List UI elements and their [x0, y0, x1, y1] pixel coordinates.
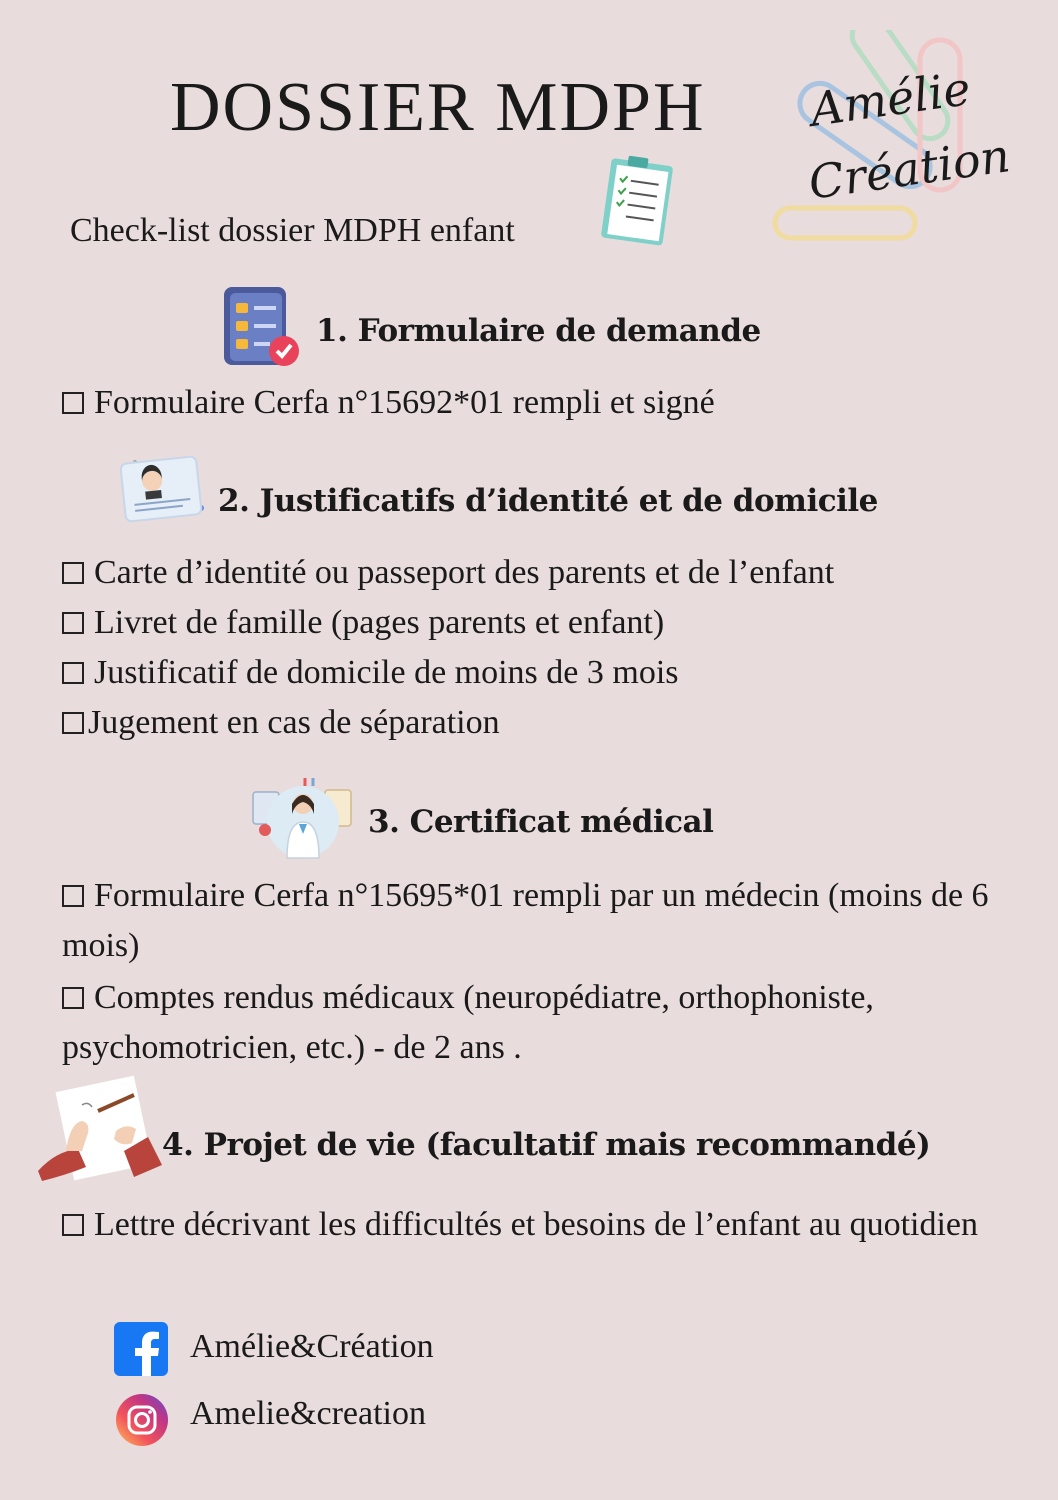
- section-2-title: 2. Justificatifs d’identité et de domicile: [218, 483, 878, 519]
- checkbox[interactable]: [62, 885, 84, 907]
- checklist-item-label: Livret de famille (pages parents et enfant): [94, 604, 665, 641]
- brand-signature-line2: Création: [805, 128, 1014, 210]
- checklist-item-label: Jugement en cas de séparation: [88, 704, 500, 741]
- checklist-item-label: Formulaire Cerfa n°15692*01 rempli et signé: [94, 384, 715, 421]
- checklist-item[interactable]: [62, 598, 1002, 648]
- checkbox[interactable]: [62, 987, 84, 1009]
- checklist-item[interactable]: [62, 378, 1002, 428]
- checklist-item[interactable]: [62, 648, 1002, 698]
- checkbox[interactable]: [62, 662, 84, 684]
- checklist-item-label: Lettre décrivant les difficultés et besoins de l’enfant au quotidien: [94, 1206, 979, 1243]
- checklist-item[interactable]: [62, 871, 1002, 971]
- writing-hands-icon: [36, 1075, 166, 1185]
- checklist-item-label: Comptes rendus médicaux (neuropédiatre, orthophoniste, psychomotricien, etc.) - de 2 ans .: [62, 979, 874, 1066]
- instagram-icon[interactable]: [116, 1394, 168, 1446]
- checklist-item-label: Justificatif de domicile de moins de 3 mois: [94, 654, 679, 691]
- checklist-item[interactable]: [62, 1200, 1002, 1250]
- facebook-icon[interactable]: [114, 1322, 168, 1376]
- section-3-title: 3. Certificat médical: [368, 804, 714, 840]
- facebook-link[interactable]: Amélie&Création: [190, 1328, 434, 1365]
- clipboard-icon: [598, 152, 678, 247]
- checkbox[interactable]: [62, 562, 84, 584]
- brand-signature-line1: Amélie: [807, 61, 974, 137]
- id-card-icon: [115, 450, 210, 530]
- checkbox[interactable]: [62, 612, 84, 634]
- checklist-item[interactable]: [62, 698, 1002, 748]
- checklist-item-label: Formulaire Cerfa n°15695*01 rempli par un médecin (moins de 6 mois): [62, 877, 989, 964]
- checkbox[interactable]: [62, 392, 84, 414]
- doctor-icon: [243, 772, 358, 867]
- brand-logo: [770, 30, 1014, 250]
- checklist-item[interactable]: [62, 973, 1002, 1073]
- checkbox[interactable]: [62, 1214, 84, 1236]
- form-checklist-icon: [220, 285, 302, 369]
- checklist-item-label: Carte d’identité ou passeport des parents et de l’enfant: [94, 554, 835, 591]
- page-title: DOSSIER MDPH: [170, 69, 706, 146]
- instagram-link[interactable]: Amelie&creation: [190, 1395, 427, 1432]
- section-4-title: 4. Projet de vie (facultatif mais recommandé): [162, 1127, 931, 1163]
- checkbox[interactable]: [62, 712, 84, 734]
- checklist-item[interactable]: [62, 548, 1002, 598]
- page-subtitle: Check-list dossier MDPH enfant: [70, 212, 515, 249]
- section-1-title: 1. Formulaire de demande: [316, 313, 761, 349]
